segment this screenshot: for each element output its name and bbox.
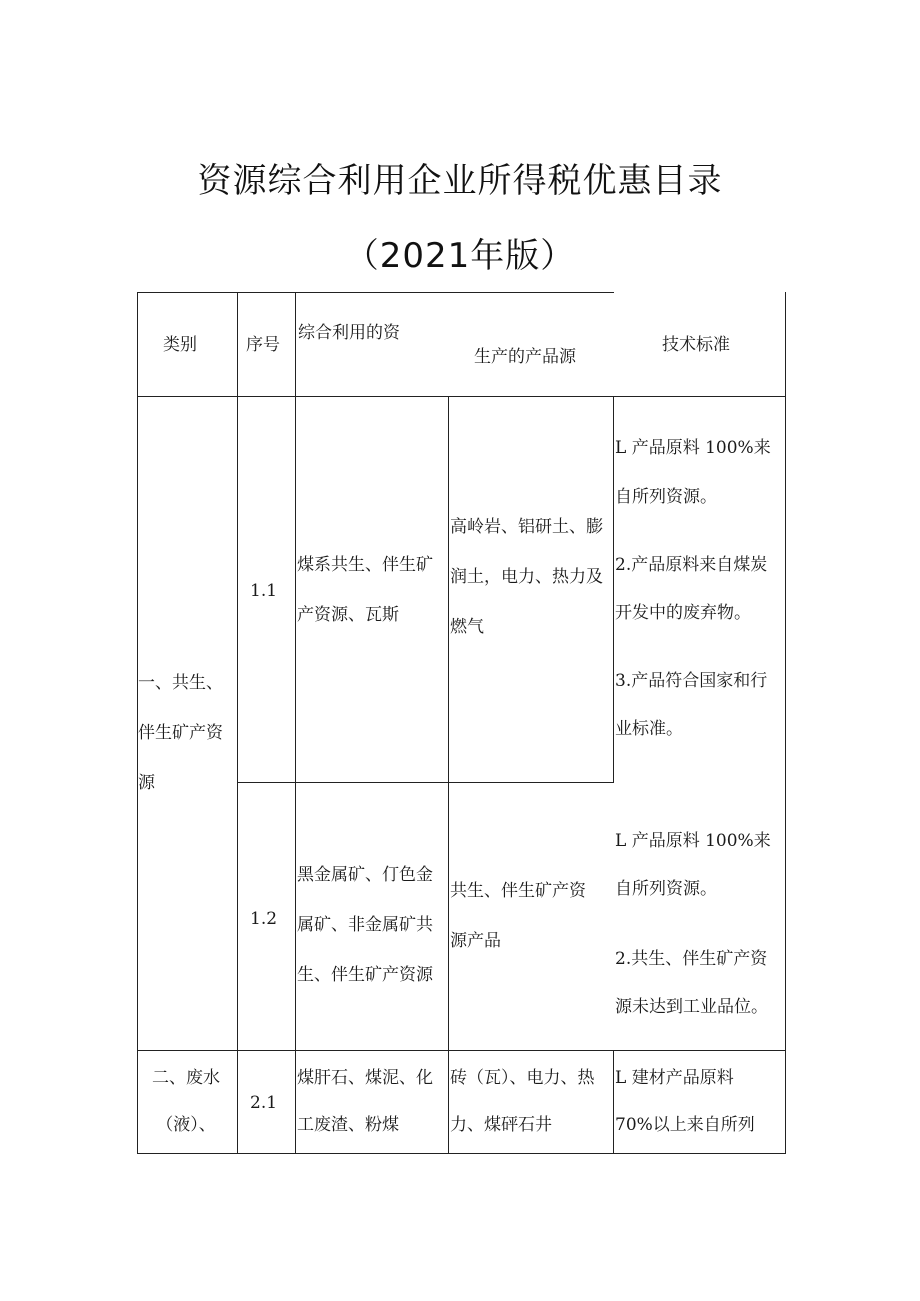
row-category-1: 一、共生、伴生矿产资源	[138, 673, 223, 793]
document-subtitle: （2021年版）	[344, 236, 576, 276]
row-resource-1-1: 煤系共生、伴生矿产资源、瓦斯	[297, 555, 433, 625]
document-title: 资源综合利用企业所得税优惠目录	[197, 161, 723, 201]
row-standard-1-1-line-3: 2.产品原料来自煤炭	[615, 555, 768, 575]
row-divider-1-1	[237, 782, 614, 783]
row-standard-1-2-line-2: 自所列资源。	[615, 879, 717, 899]
row-product-2-1: 砖（瓦）、电力、热力、煤砰石井	[450, 1068, 595, 1135]
row-standard-2-1-line-2: 70%以上来自所列	[615, 1115, 755, 1135]
row-standard-1-2-line-3: 2.共生、伴生矿产资	[615, 949, 768, 969]
row-number-1-1: 1.1	[250, 581, 278, 601]
row-standard-1-1-line-1: L 产品原料 100%来	[615, 438, 771, 458]
row-standard-1-2-line-1: L 产品原料 100%来	[615, 831, 771, 851]
col-divider-category	[237, 292, 238, 1154]
row-standard-1-2-line-4: 源未达到工业品位。	[615, 997, 768, 1017]
header-standard: 技术标准	[662, 335, 730, 355]
row-divider-section-2	[137, 1050, 786, 1051]
header-divider	[137, 396, 786, 397]
row-standard-1-1-line-5: 3.产品符合国家和行	[615, 671, 768, 691]
table-border-bottom	[137, 1153, 786, 1154]
row-category-2: 二、废水（液）、	[152, 1068, 220, 1135]
row-resource-2-1: 煤肝石、煤泥、化工废渣、粉煤	[297, 1068, 433, 1135]
row-number-1-2: 1.2	[250, 909, 278, 929]
header-product: 生产的产品源	[474, 347, 576, 367]
row-standard-1-1-line-2: 自所列资源。	[615, 487, 717, 507]
col-divider-resource	[448, 396, 449, 1154]
row-number-2-1: 2.1	[250, 1093, 278, 1113]
col-divider-product-lower	[613, 1050, 614, 1154]
row-standard-2-1-line-1: L 建材产品原料	[615, 1068, 734, 1088]
row-standard-1-1-line-6: 业标准。	[615, 719, 683, 739]
row-standard-1-1-line-4: 开发中的废弃物。	[615, 603, 751, 623]
row-product-1-1: 高岭岩、铝研土、膨润土，电力、热力及燃气	[450, 517, 603, 637]
table-border-right	[785, 292, 786, 1154]
row-product-1-2: 共生、伴生矿产资源产品	[450, 881, 586, 951]
col-divider-product-upper	[613, 396, 614, 783]
header-resource: 综合利用的资	[298, 323, 400, 343]
header-category: 类别	[163, 335, 197, 355]
row-resource-1-2: 黑金属矿、仃色金属矿、非金属矿共生、伴生矿产资源	[297, 865, 433, 985]
header-number: 序号	[246, 335, 280, 355]
col-divider-number	[295, 292, 296, 1154]
table-border-top	[137, 292, 614, 293]
